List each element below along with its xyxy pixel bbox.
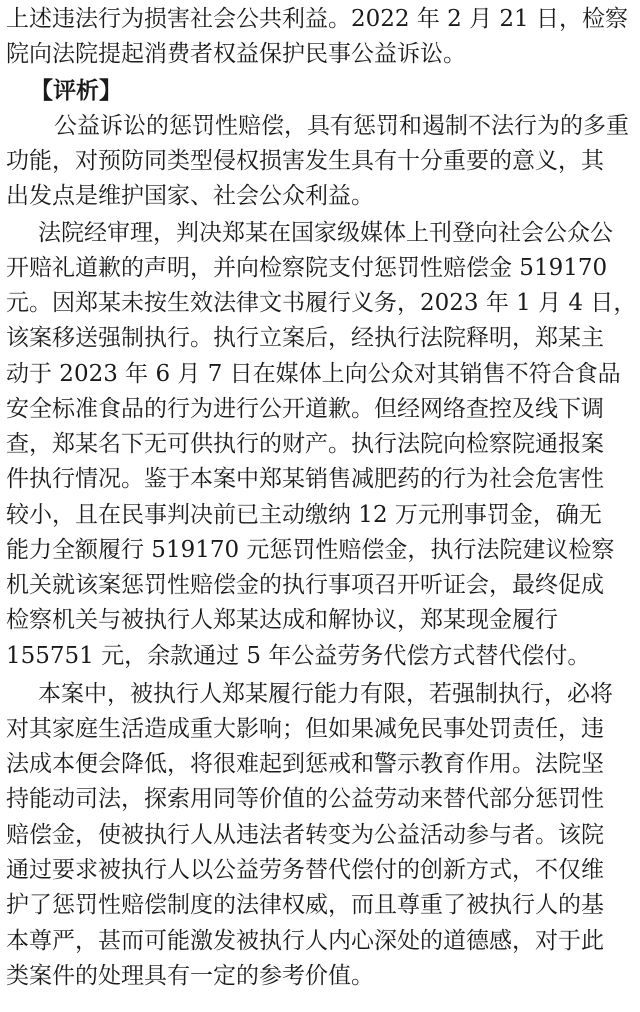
text-line-5: 功能，对预防同类型侵权损害发生具有十分重要的意义，其 — [6, 148, 604, 174]
text-line-25: 通过要求被执行人以公益劳务替代偿付的创新方式，不仅维 — [6, 857, 604, 883]
text-line-15: 较小，且在民事判决前已主动缴纳 12 万元刑事罚金，确无 — [6, 502, 602, 528]
text-line-22: 法成本便会降低，将很难起到惩戒和警示教育作用。法院坚 — [6, 751, 604, 777]
text-line-8: 开赔礼道歉的声明，并向检察院支付惩罚性赔偿金 519170 — [6, 255, 608, 281]
text-line-24: 赔偿金，使被执行人从违法者转变为公益活动参与者。该院 — [6, 822, 604, 848]
text-line-1: 上述违法行为损害社会公共利益。2022 年 2 月 21 日，检察 — [6, 6, 628, 32]
text-line-16: 能力全额履行 519170 元惩罚性赔偿金，执行法院建议检察 — [6, 537, 615, 563]
text-line-7: 法院经审理，判决郑某在国家级媒体上刊登向社会公众公 — [38, 220, 613, 246]
text-line-20: 本案中，被执行人郑某履行能力有限，若强制执行，必将 — [38, 681, 613, 707]
text-line-14: 件执行情况。鉴于本案中郑某销售减肥药的行为社会危害性 — [6, 466, 604, 492]
text-line-2: 院向法院提起消费者权益保护民事公益诉讼。 — [6, 41, 466, 67]
text-line-12: 安全标准食品的行为进行公开道歉。但经网络查控及线下调 — [6, 396, 604, 422]
text-line-28: 类案件的处理具有一定的参考价值。 — [6, 963, 374, 989]
text-line-10: 该案移送强制执行。执行立案后，经执行法院释明，郑某主 — [6, 325, 604, 351]
text-line-21: 对其家庭生活造成重大影响；但如果减免民事处罚责任，违 — [6, 716, 604, 742]
text-line-6: 出发点是维护国家、社会公众利益。 — [6, 183, 374, 209]
section-heading: 【评析】 — [30, 78, 122, 104]
text-line-4: 公益诉讼的惩罚性赔偿，具有惩罚和遏制不法行为的多重 — [54, 113, 629, 139]
text-line-13: 查，郑某名下无可供执行的财产。执行法院向检察院通报案 — [6, 431, 604, 457]
text-line-17: 机关就该案惩罚性赔偿金的执行事项召开听证会，最终促成 — [6, 572, 604, 598]
text-line-19: 155751 元，余款通过 5 年公益劳务代偿方式替代偿付。 — [6, 643, 591, 669]
text-line-23: 持能动司法，探索用同等价值的公益劳动来替代部分惩罚性 — [6, 786, 604, 812]
text-line-11: 动于 2023 年 6 月 7 日在媒体上向公众对其销售不符合食品 — [6, 361, 621, 387]
text-line-27: 本尊严，甚而可能激发被执行人内心深处的道德感，对于此 — [6, 928, 604, 954]
text-line-18: 检察机关与被执行人郑某达成和解协议，郑某现金履行 — [6, 607, 558, 633]
text-line-26: 护了惩罚性赔偿制度的法律权威，而且尊重了被执行人的基 — [6, 892, 604, 918]
text-line-9: 元。因郑某未按生效法律文书履行义务，2023 年 1 月 4 日， — [6, 290, 637, 316]
